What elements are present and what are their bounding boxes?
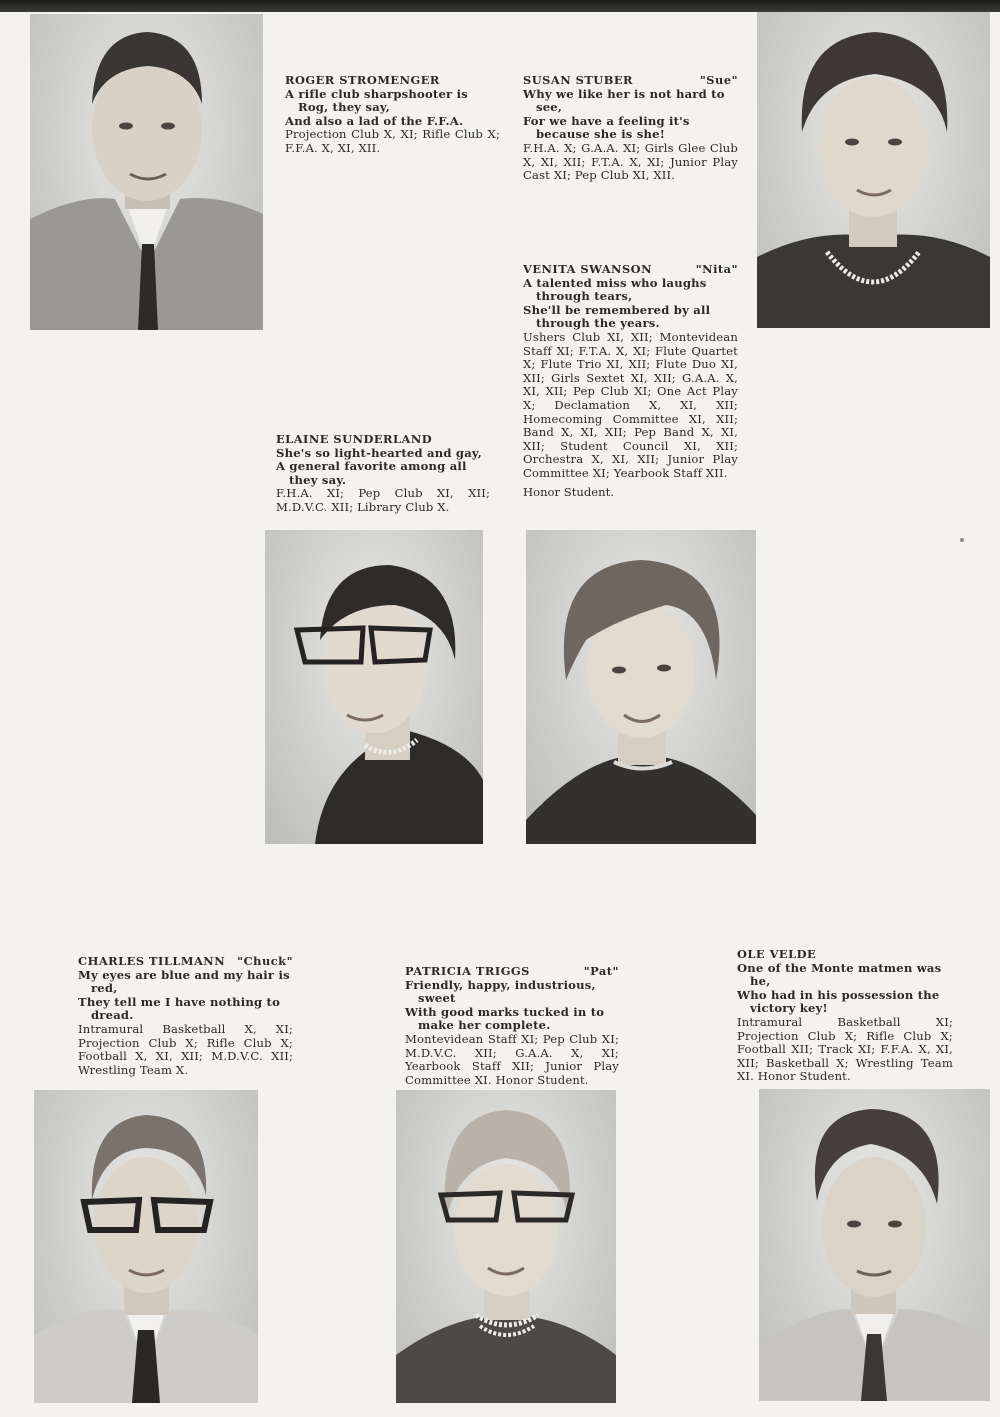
student-nickname: "Sue" [699, 73, 738, 87]
photo-charles-tillmann [34, 1090, 258, 1403]
entry-elaine-sunderland [276, 433, 490, 515]
student-verse: Why we like her is not hard to see, For we have a feeling it's because she is she! [523, 86, 725, 142]
student-verse: She's so light-hearted and gay, A general favorite among all they say. [276, 445, 482, 487]
student-activities: F.H.A. XI; Pep Club XI, XII; M.D.V.C. XII; Library Club X. [276, 486, 490, 514]
student-nickname: "Nita" [695, 262, 738, 276]
page-top-edge [0, 0, 1000, 12]
honor-student-label: Honor Student. [523, 484, 614, 499]
student-activities: F.H.A. X; G.A.A. XI; Girls Glee Club X, XI, XII; F.T.A. X, XI; Junior Play Cast XI; Pep Club XI, XII. [523, 140, 738, 183]
student-activities: Projection Club X, XI; Rifle Club X; F.F.A. X, XI, XII. [285, 127, 500, 155]
student-activities: Montevidean Staff XI; Pep Club XI; M.D.V.C. XII; G.A.A. X, XI; Yearbook Staff XII; Junior Play Committee XI. Honor Student. [405, 1031, 619, 1087]
photo-susan-stuber [757, 12, 990, 328]
entry-ole-velde [737, 948, 953, 1084]
photo-roger-stromenger [30, 14, 263, 330]
student-nickname: "Pat" [583, 964, 619, 978]
student-name: ROGER STROMENGER [285, 73, 440, 87]
student-name: VENITA SWANSON [523, 262, 653, 276]
student-verse: One of the Monte matmen was he, Who had in his possession the victory key! [737, 960, 942, 1016]
student-name: CHARLES TILLMANN [78, 954, 226, 968]
photo-venita-swanson [526, 530, 756, 844]
student-verse: A rifle club sharpshooter is Rog, they say, And also a lad of the F.F.A. [285, 86, 468, 128]
student-name: ELAINE SUNDERLAND [276, 432, 433, 446]
photo-patricia-triggs [396, 1090, 616, 1403]
entry-roger-stromenger [285, 74, 500, 156]
student-name: OLE VELDE [737, 947, 817, 961]
entry-patricia-triggs [405, 965, 619, 1087]
photo-ole-velde [759, 1089, 990, 1401]
paper-speck [960, 538, 964, 542]
student-name: SUSAN STUBER [523, 73, 634, 87]
entry-venita-swanson [523, 263, 738, 499]
student-name: PATRICIA TRIGGS [405, 964, 530, 978]
student-verse: My eyes are blue and my hair is red, They tell me I have nothing to dread. [78, 967, 290, 1023]
student-activities: Ushers Club XI, XII; Montevidean Staff XI; F.T.A. X, XI; Flute Quartet X; Flute Trio XI, XII; Flute Duo XI, XII; Girls Sextet XI, XII; G.A.A. X, XI, XII; Pep Club XI; One Act Play X; Declamation X, XI, XII; Homecoming Committee XI, XII; Band X, XI, XII; Pep Band X, XI, XII; Student Council XI, XII; Orchestra X, XI, XII; Junior Play Committee XI; Yearbook Staff XII. [523, 329, 738, 480]
student-nickname: "Chuck" [237, 954, 293, 968]
entry-susan-stuber [523, 74, 738, 183]
student-verse: A talented miss who laughs through tears, She'll be remembered by all through the years. [523, 275, 711, 331]
entry-charles-tillmann [78, 955, 293, 1077]
student-verse: Friendly, happy, industrious, sweet With good marks tucked in to make her complete. [405, 977, 605, 1033]
student-activities: Intramural Basketball X, XI; Projection Club X; Rifle Club X; Football X, XI, XII; M.D.V.C. XII; Wrestling Team X. [78, 1021, 293, 1077]
student-activities: Intramural Basketball XI; Projection Club X; Rifle Club X; Football XII; Track XI; F.F.A. X, XI, XII; Basketball X; Wrestling Team XI. Honor Student. [737, 1014, 953, 1084]
photo-elaine-sunderland [265, 530, 483, 844]
